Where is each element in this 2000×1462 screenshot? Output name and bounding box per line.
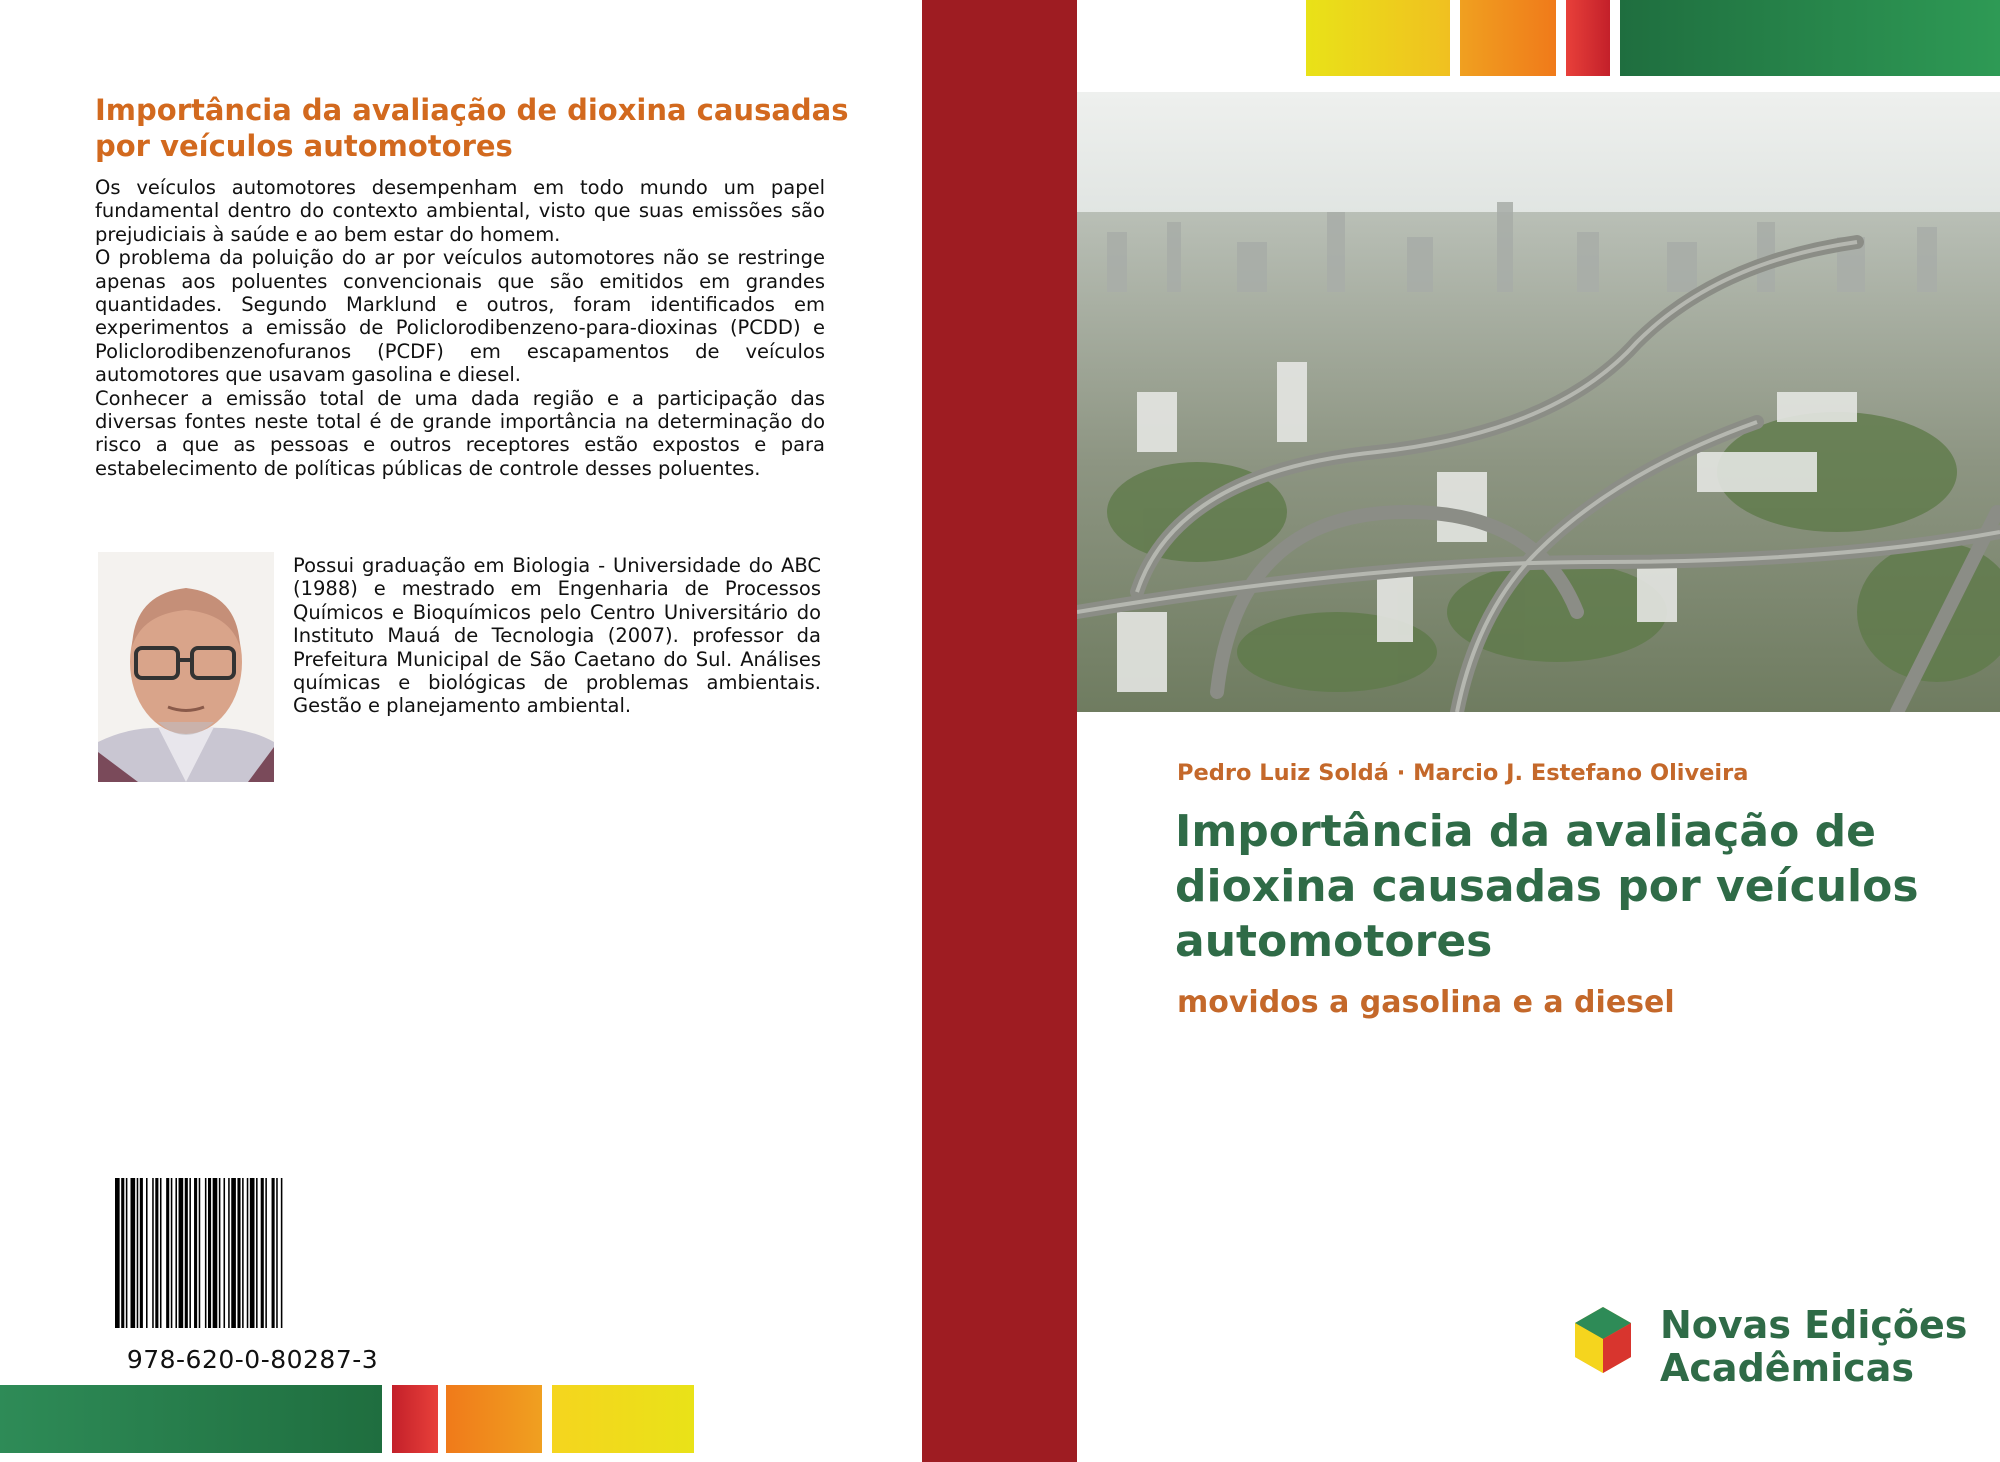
barcode-bar xyxy=(189,1178,191,1328)
barcode-bar xyxy=(179,1178,184,1328)
back-cover-blurb xyxy=(95,176,825,480)
publisher-name-line: Acadêmicas xyxy=(1660,1346,1914,1390)
isbn-number: 978-620-0-80287-3 xyxy=(126,1345,379,1374)
barcode-bar xyxy=(213,1178,218,1328)
barcode-bar xyxy=(247,1178,249,1328)
color-stripe xyxy=(1620,0,2000,76)
barcode-bar xyxy=(237,1178,240,1328)
book-spine xyxy=(922,0,1077,1462)
barcode-bar xyxy=(281,1178,283,1328)
color-stripe xyxy=(1306,0,1450,76)
color-stripe xyxy=(552,1385,694,1453)
barcode-bar xyxy=(272,1178,275,1328)
barcode-bar xyxy=(199,1178,201,1328)
color-stripe xyxy=(0,1385,382,1453)
barcode-bar xyxy=(224,1178,226,1328)
barcode-bar xyxy=(265,1178,267,1328)
barcode-bar xyxy=(131,1178,136,1328)
blurb-paragraph: Conhecer a emissão total de uma dada região e a participação das diversas fontes neste total é de grande importância na determinação do risco a que as pessoas e outros receptores estão expostos e para estabelecimento de políticas públicas de controle desses poluentes. xyxy=(95,386,825,480)
color-stripe xyxy=(1566,0,1610,76)
barcode-bar xyxy=(256,1178,258,1328)
color-stripe xyxy=(1460,0,1556,76)
cover-subtitle: movidos a gasolina e a diesel xyxy=(1177,985,1675,1020)
back-cover-title: Importância da avaliação de dioxina causadas por veículos automotores xyxy=(95,93,849,163)
barcode-bar xyxy=(208,1178,211,1328)
barcode-bar xyxy=(205,1178,207,1328)
barcode-bar xyxy=(126,1178,128,1328)
color-stripe xyxy=(392,1385,438,1453)
barcode-bar xyxy=(261,1178,264,1328)
author-portrait-image xyxy=(98,552,274,782)
barcode-bar xyxy=(166,1178,169,1328)
author-bio: Possui graduação em Biologia - Universidade do ABC (1988) e mestrado em Engenharia de Processos Químicos e Bioquímicos pelo Centro Universitário do Instituto Mauá de Tecnologia (2007). professor da Prefeitura Municipal de São Caetano do Sul. Análises químicas e biológicas de problemas ambientais. Gestão e planejamento ambiental. xyxy=(293,554,821,718)
barcode-bar xyxy=(185,1178,188,1328)
barcode-bar xyxy=(171,1178,173,1328)
barcode-bar xyxy=(140,1178,143,1328)
barcode-bar xyxy=(115,1178,120,1328)
aerial-city-highway-image xyxy=(1077,92,2000,712)
barcode-bar xyxy=(121,1178,124,1328)
blurb-paragraph: Os veículos automotores desempenham em todo mundo um papel fundamental dentro do contexto ambiental, visto que suas emissões são prejudiciais à saúde e ao bem estar do homem. xyxy=(95,176,825,246)
barcode-bar xyxy=(155,1178,158,1328)
publisher-name xyxy=(1660,1304,1967,1390)
blurb-paragraph: O problema da poluição do ar por veículos automotores não se restringe apenas aos poluentes convencionais que são emitidos em grandes quantidades. Segundo Marklund e outros, foram identificados em experimentos a emissão de Policlorodibenzeno-para-dioxinas (PCDD) e Policlorodibenzenofuranos (PCDF) em escapamentos de veículos automotores que usavam gasolina e diesel. xyxy=(95,246,825,387)
cover-authors: Pedro Luiz Soldá · Marcio J. Estefano Oliveira xyxy=(1177,760,1749,786)
barcode-bar xyxy=(146,1178,148,1328)
publisher-name-line: Novas Edições xyxy=(1660,1303,1968,1347)
barcode-bar xyxy=(137,1178,139,1328)
barcode-bar xyxy=(152,1178,154,1328)
barcode-bar xyxy=(175,1178,177,1328)
hexagon-logo-icon xyxy=(1573,1305,1633,1377)
barcode-bar xyxy=(219,1178,221,1328)
barcode-bar xyxy=(276,1178,278,1328)
barcode-bar xyxy=(231,1178,236,1328)
cover-title: Importância da avaliação de dioxina causadas por veículos automotores xyxy=(1175,806,1919,967)
color-stripe xyxy=(446,1385,542,1453)
barcode-icon xyxy=(115,1178,390,1328)
barcode-bar xyxy=(160,1178,162,1328)
barcode-bar xyxy=(228,1178,230,1328)
barcode-bar xyxy=(194,1178,197,1328)
barcode-bar xyxy=(250,1178,255,1328)
barcode-bar xyxy=(242,1178,244,1328)
